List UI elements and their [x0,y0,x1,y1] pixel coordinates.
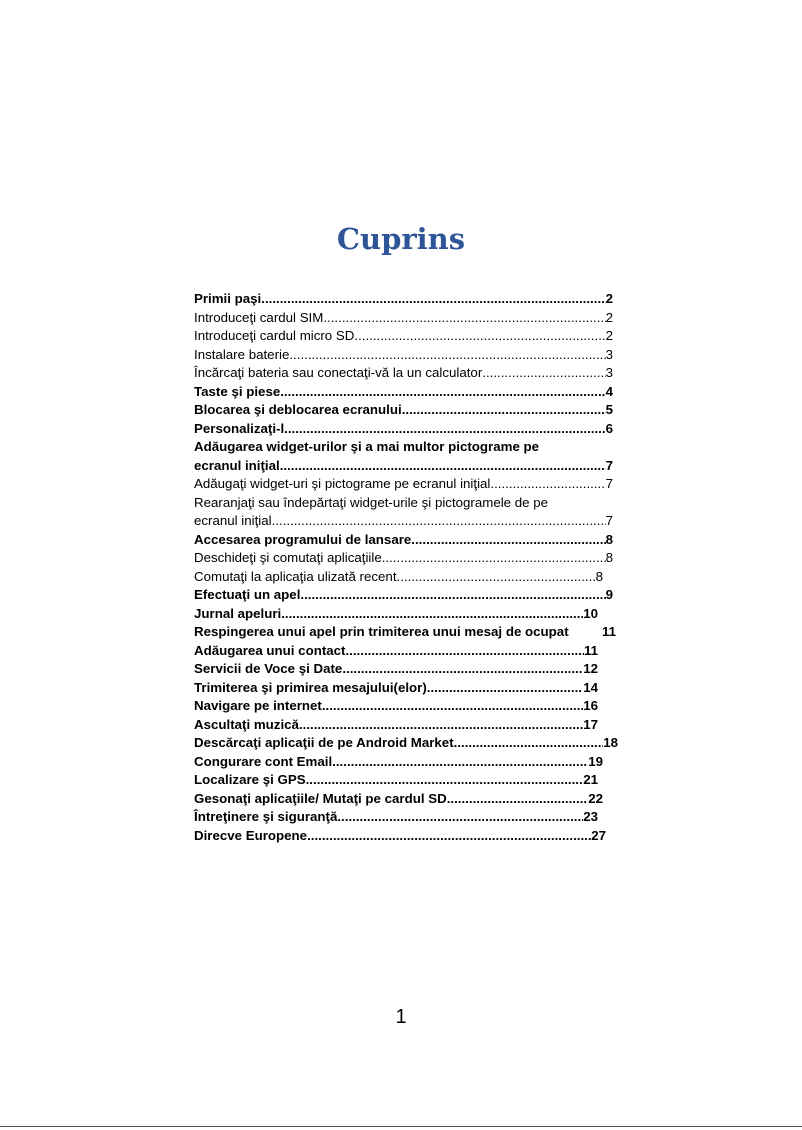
toc-entry-text: Instalare baterie [194,346,290,362]
toc-entry-text: Personalizaţi-l [194,420,285,436]
toc-entry-text: Navigare pe internet [194,698,322,713]
toc-leader-dots [332,753,588,772]
toc-page-number: 16 [583,698,598,713]
toc-leader-dots [447,790,589,809]
toc-page-number: 3 [605,346,613,362]
toc-leader-dots [382,549,606,568]
toc-leader-dots [354,327,605,346]
toc-entry-text: Gesonaţi aplicaţiile/ Mutaţi pe cardul SD [194,790,447,806]
toc-entry[interactable] [194,586,613,605]
toc-entry-text: Direcve Europene [194,827,308,843]
toc-page-number: 2 [605,328,613,343]
toc-leader-dots [280,457,606,476]
toc-leader-dots [345,642,583,661]
toc-entry-text: Taste şi piese [194,383,281,399]
toc-entry[interactable] [194,568,603,587]
toc-entry-text: Descărcaţi aplicaţii de pe Android Market [194,735,454,750]
toc-leader-dots [490,475,605,494]
toc-entry-text: Servicii de Voce şi Date [194,661,343,676]
toc-entry-text: Localizare şi GPS [194,772,306,787]
toc-entry[interactable] [194,475,613,494]
toc-entry-text: Accesarea programului de lansare [194,531,412,547]
toc-leader-dots [299,716,583,735]
toc-leader-dots [397,568,596,587]
toc-page-number: 2 [605,309,613,325]
toc-entry-text: Trimiterea şi primirea mesajului(elor) [194,679,427,695]
toc-page-number: 11 [601,624,616,639]
toc-entry[interactable] [194,346,613,365]
toc-leader-dots [289,346,605,365]
toc-leader-dots [300,586,605,605]
toc-entry[interactable] [194,623,616,642]
toc-entry-text: Încărcaţi bateria sau conectaţi-vă la un calculator [194,365,483,380]
toc-entry-text-line1: Rearanjaţi sau îndepărtaţi widget-urile şi pictogramele de pe [194,494,549,510]
toc-page-number: 9 [605,587,613,602]
toc-page-number: 12 [583,661,598,676]
toc-page-number: 17 [583,716,598,732]
toc-entry[interactable] [194,327,613,346]
toc-entry[interactable] [194,290,613,309]
toc-entry-text: Întreţinere şi siguranţă [194,809,338,824]
toc-page-number: 8 [605,531,613,547]
toc-page-number: 5 [605,402,613,417]
toc-page-number: 8 [595,568,603,584]
toc-entry-text: Introduceţi cardul micro SD [194,328,355,343]
toc-entry[interactable] [194,364,613,383]
toc-entry-text: Introduceţi cardul SIM [194,309,324,325]
page-number: 1 [395,1006,407,1028]
toc-page-number: 19 [588,753,603,769]
toc-page-number: 7 [605,513,613,528]
toc-page-number: 10 [583,605,598,621]
toc-leader-dots [322,697,583,716]
toc-entry[interactable] [194,790,603,809]
toc-page-number: 18 [603,735,618,750]
toc-entry-text: Congurare cont Email [194,753,333,769]
toc-entry-text: Efectuaţi un apel [194,587,301,602]
toc-entry[interactable] [194,771,598,790]
toc-page-number: 7 [605,457,613,473]
toc-leader-dots [337,808,583,827]
toc-leader-dots [411,531,605,550]
toc-entry[interactable] [194,383,613,402]
toc-page-number: 6 [605,420,613,436]
toc-leader-dots [402,401,606,420]
toc-page-number: 3 [605,365,613,380]
toc-page-number: 8 [605,550,613,565]
table-of-contents [194,290,624,845]
toc-entry[interactable] [194,753,603,772]
toc-page-number: 11 [583,642,598,658]
toc-entry[interactable] [194,401,613,420]
toc-leader-dots [342,660,583,679]
toc-entry[interactable] [194,679,598,698]
toc-page-number: 21 [583,772,598,787]
toc-leader-dots [427,679,583,698]
toc-leader-dots [454,734,604,753]
toc-entry[interactable] [194,808,598,827]
toc-entry-text: Comutaţi la aplicaţia ulizată recent [194,568,397,584]
toc-entry[interactable] [194,420,613,439]
toc-entry-text: Blocarea şi deblocarea ecranului [194,402,402,417]
toc-entry[interactable] [194,716,598,735]
toc-entry-text: Adăugaţi widget-uri şi pictograme pe ecranul iniţial [194,476,491,491]
toc-page-number: 22 [588,790,603,806]
toc-entry[interactable] [194,660,598,679]
toc-entry[interactable] [194,549,613,568]
toc-entry[interactable] [194,827,606,846]
toc-entry-text: Ascultaţi muzică [194,716,299,732]
toc-entry-text: Respingerea unui apel prin trimiterea unui mesaj de ocupat [194,624,569,639]
toc-entry[interactable] [194,642,598,661]
page-title: Cuprins [336,222,466,256]
toc-entry[interactable] [194,605,598,624]
toc-entry[interactable] [194,309,613,328]
toc-leader-dots [284,420,605,439]
toc-entry[interactable] [194,531,613,550]
toc-entry-text-line1: Adăugarea widget-urilor şi a mai multor pictograme pe [194,439,540,454]
toc-entry-text: Primii paşi [194,291,262,306]
toc-leader-dots [306,771,584,790]
toc-entry-text: ecranul iniţial [194,513,272,528]
toc-entry[interactable] [194,438,613,475]
toc-entry[interactable] [194,697,598,716]
toc-page-number: 14 [583,679,598,695]
toc-leader-dots [272,512,606,531]
toc-page-number: 2 [605,291,613,306]
toc-leader-dots [281,605,583,624]
toc-entry[interactable] [194,734,618,753]
toc-leader-dots [280,383,605,402]
toc-leader-dots [261,290,605,309]
page-bottom-rule [0,1126,802,1127]
toc-entry-text: Deschideţi şi comutaţi aplicaţiile [194,550,382,565]
toc-leader-dots [323,309,605,328]
toc-page-number: 4 [605,383,613,399]
toc-leader-dots [482,364,605,383]
toc-entry-text: Jurnal apeluri [194,605,282,621]
toc-page-number: 23 [583,809,598,824]
toc-leader-dots [307,827,591,846]
toc-entry-text: ecranul iniţial [194,457,280,473]
toc-entry[interactable] [194,494,613,531]
toc-page-number: 7 [605,476,613,491]
toc-page-number: 27 [591,827,606,843]
toc-entry-text: Adăugarea unui contact [194,642,346,658]
